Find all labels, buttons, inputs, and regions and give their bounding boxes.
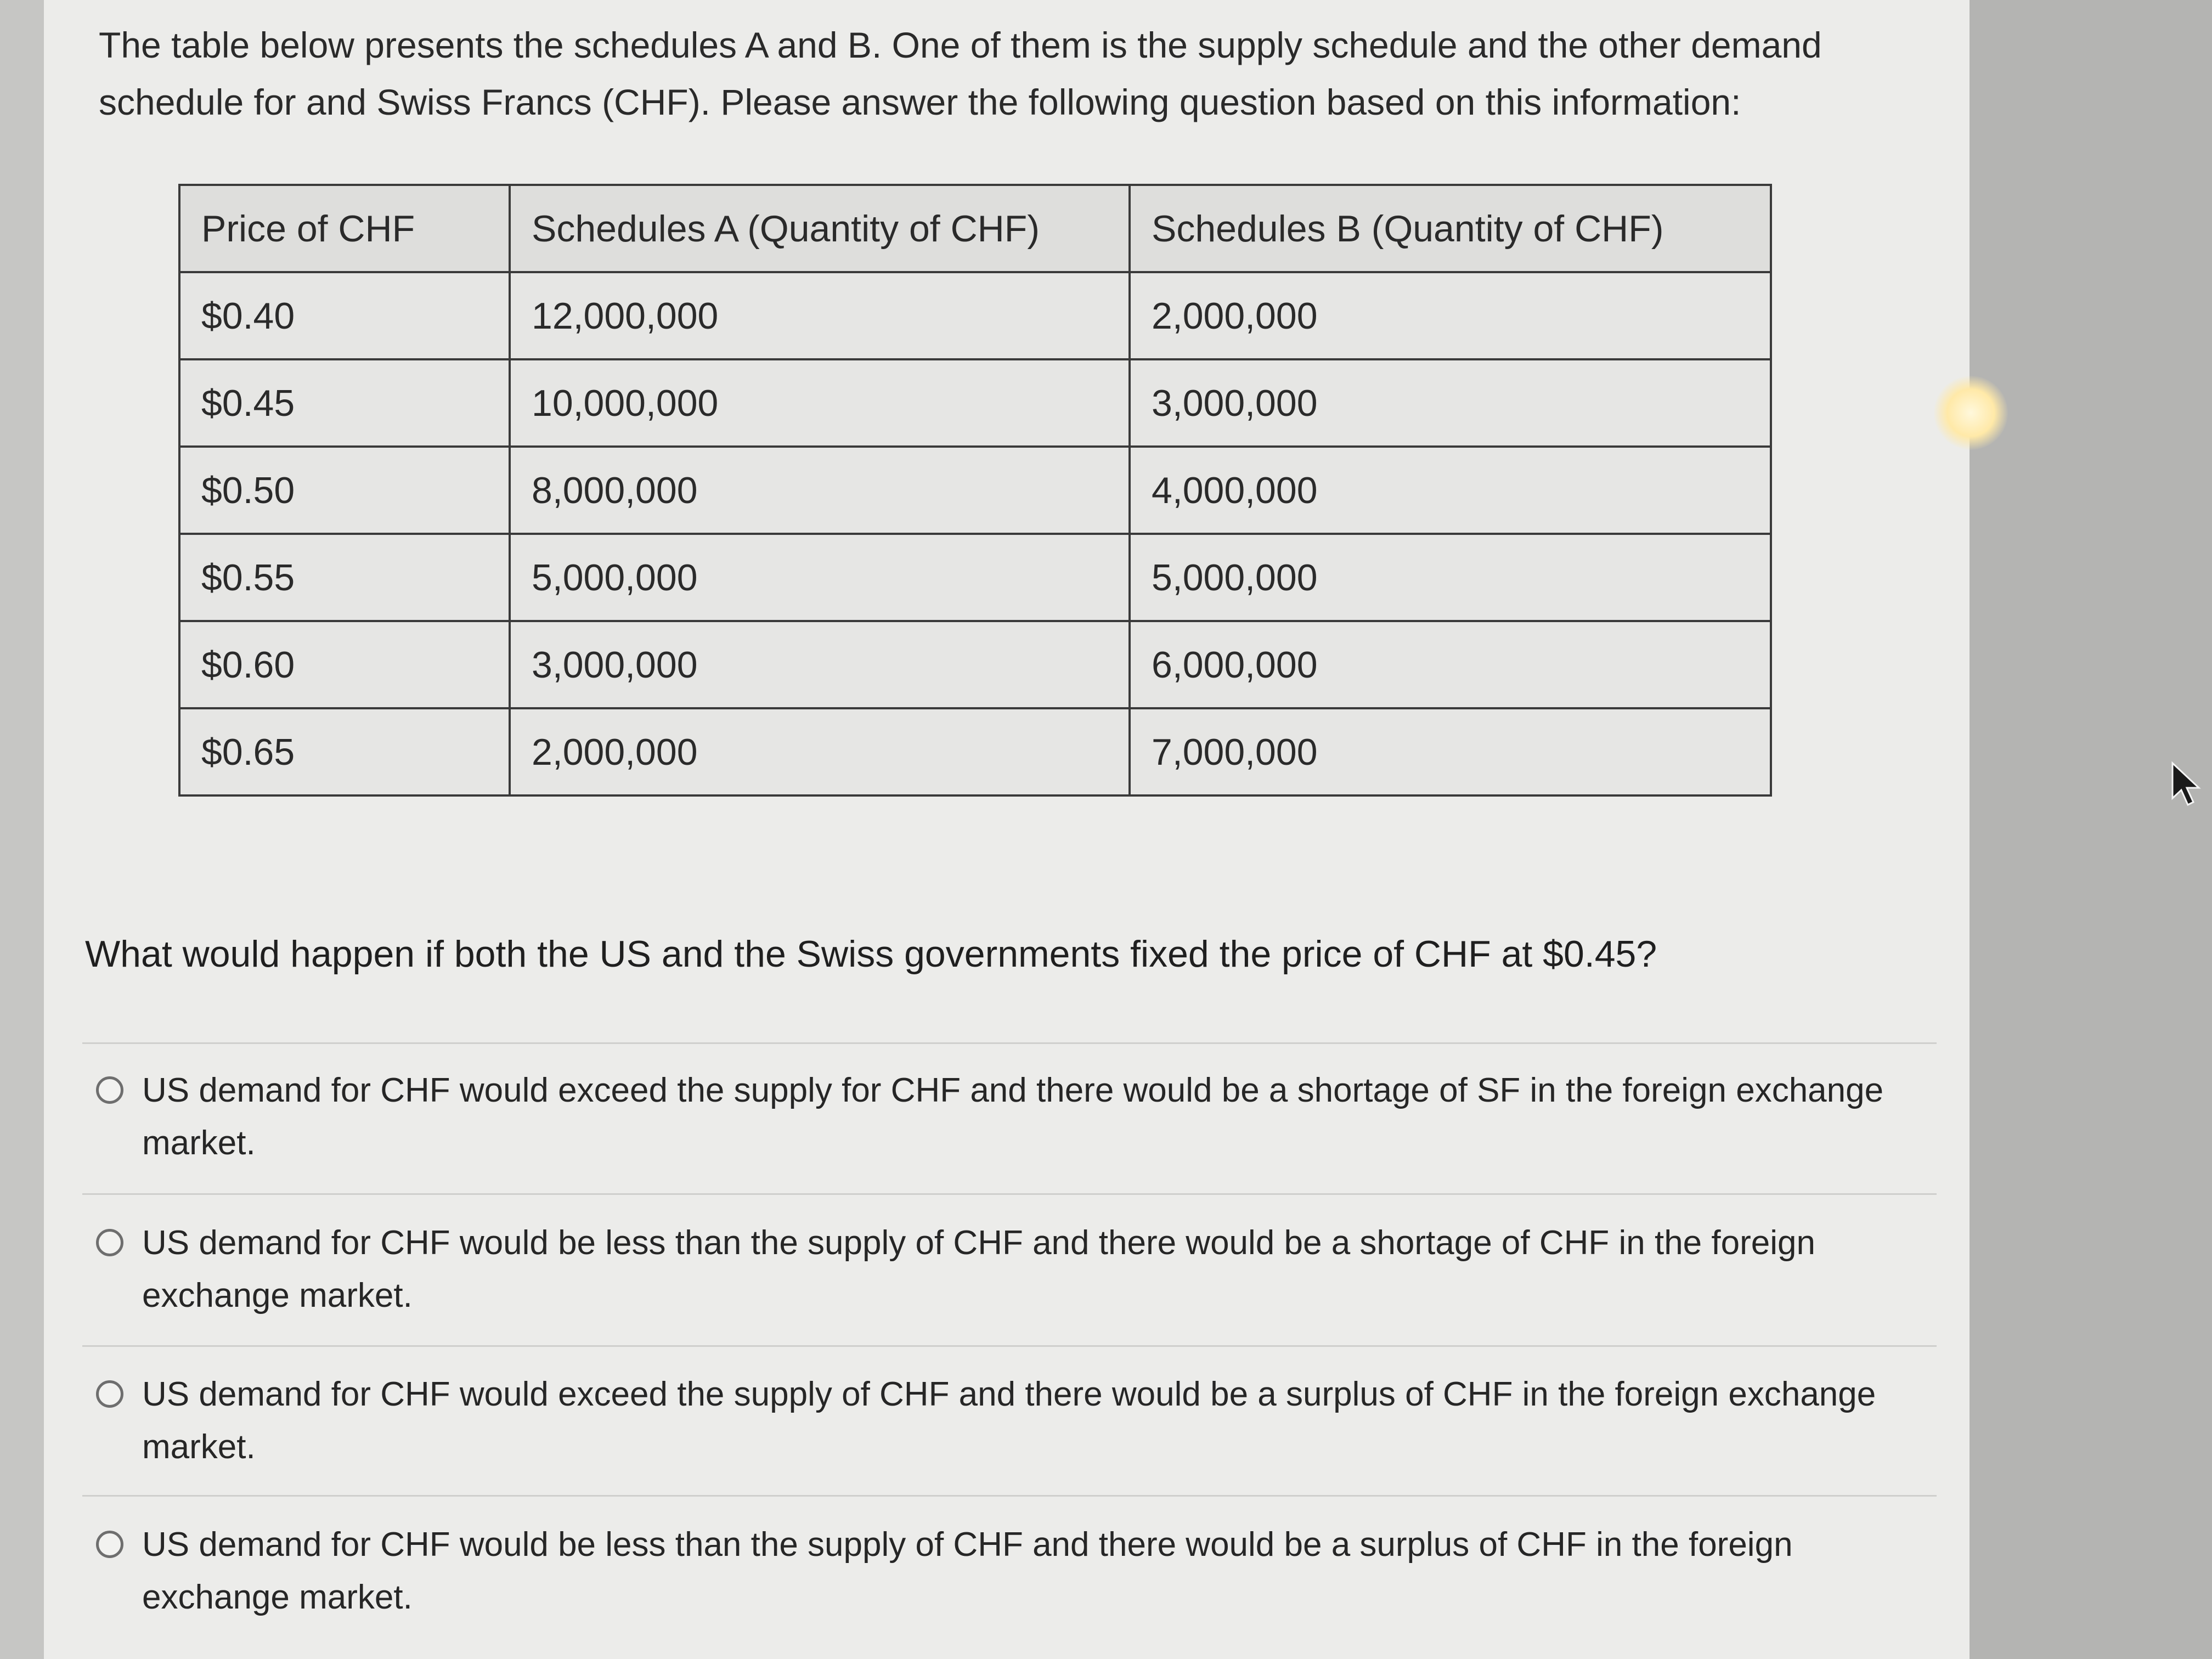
schedule-a-cell: 5,000,000 <box>510 534 1130 621</box>
price-cell: $0.40 <box>179 272 510 359</box>
price-cell: $0.60 <box>179 621 510 708</box>
schedule-b-cell: 6,000,000 <box>1130 621 1771 708</box>
answer-option-4[interactable] <box>96 1519 1923 1624</box>
price-cell: $0.50 <box>179 447 510 534</box>
table-row <box>179 359 1771 447</box>
radio-unchecked-icon[interactable] <box>96 1531 123 1558</box>
table-header-row <box>179 185 1771 272</box>
table-row <box>179 621 1771 708</box>
schedule-b-cell: 4,000,000 <box>1130 447 1771 534</box>
question-text: What would happen if both the US and the Swiss governments fixed the price of CHF at $0.45? <box>85 933 1657 975</box>
intro-text: The table below presents the schedules A and B. One of them is the supply schedule and the other demand schedule for and Swiss Francs (CHF). Please answer the following question based on this information: <box>99 25 1822 122</box>
left-margin <box>0 0 44 1659</box>
radio-unchecked-icon[interactable] <box>96 1229 123 1256</box>
option-divider <box>82 1495 1937 1497</box>
radio-unchecked-icon[interactable] <box>96 1076 123 1104</box>
option-divider <box>82 1042 1937 1044</box>
answer-option-label[interactable]: US demand for CHF would exceed the supply for CHF and there would be a shortage of SF in the foreign exchange market. <box>142 1071 1884 1162</box>
schedule-a-cell: 3,000,000 <box>510 621 1130 708</box>
schedule-b-cell: 7,000,000 <box>1130 708 1771 795</box>
price-cell: $0.65 <box>179 708 510 795</box>
right-background <box>1970 0 2212 1659</box>
answer-option-label[interactable]: US demand for CHF would exceed the supply of CHF and there would be a surplus of CHF in the foreign exchange market. <box>142 1375 1876 1466</box>
schedule-a-cell: 8,000,000 <box>510 447 1130 534</box>
option-divider <box>82 1345 1937 1347</box>
price-cell: $0.45 <box>179 359 510 447</box>
schedule-b-cell: 5,000,000 <box>1130 534 1771 621</box>
option-divider <box>82 1193 1937 1195</box>
schedule-b-cell: 3,000,000 <box>1130 359 1771 447</box>
answer-option-label[interactable]: US demand for CHF would be less than the supply of CHF and there would be a shortage of CHF in the foreign exchange market. <box>142 1224 1815 1314</box>
table-row <box>179 708 1771 795</box>
mouse-pointer-icon <box>2167 760 2205 809</box>
answer-option-3[interactable] <box>96 1368 1923 1474</box>
schedule-b-cell: 2,000,000 <box>1130 272 1771 359</box>
schedule-a-cell: 12,000,000 <box>510 272 1130 359</box>
price-cell: $0.55 <box>179 534 510 621</box>
header-price: Price of CHF <box>179 185 510 272</box>
table-row <box>179 272 1771 359</box>
table-row <box>179 447 1771 534</box>
answer-option-label[interactable]: US demand for CHF would be less than the supply of CHF and there would be a surplus of CHF in the foreign exchange market. <box>142 1526 1793 1616</box>
schedule-a-cell: 10,000,000 <box>510 359 1130 447</box>
schedules-table <box>178 184 1772 797</box>
header-schedule-a: Schedules A (Quantity of CHF) <box>510 185 1130 272</box>
header-schedule-b: Schedules B (Quantity of CHF) <box>1130 185 1771 272</box>
radio-unchecked-icon[interactable] <box>96 1380 123 1408</box>
answer-option-1[interactable] <box>96 1064 1923 1170</box>
table-row <box>179 534 1771 621</box>
light-glare <box>1934 376 2008 450</box>
schedule-a-cell: 2,000,000 <box>510 708 1130 795</box>
answer-option-2[interactable] <box>96 1217 1923 1322</box>
